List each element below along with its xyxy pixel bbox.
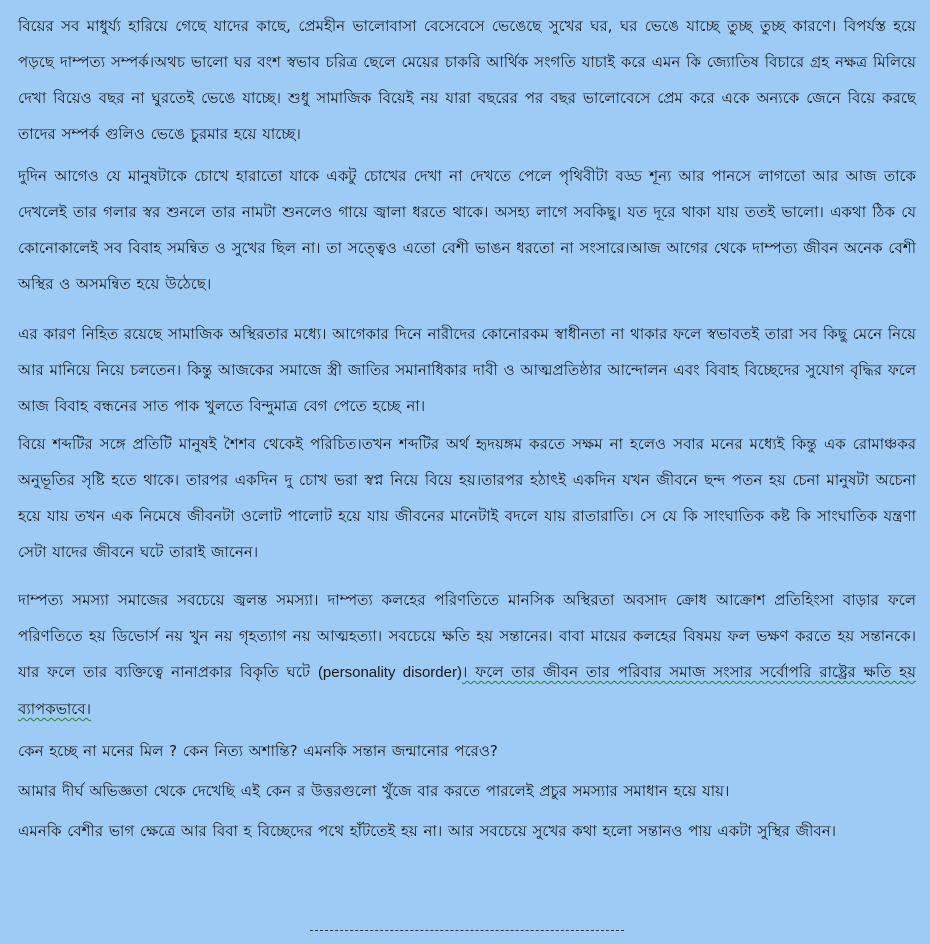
- paragraph-2: দুদিন আগেও যে মানুষটাকে চোখে হারাতো যাকে একটু চোখের দেখা না দেখতে পেলে পৃথিবীটা বড্ড শূন্য আর পানসে লাগতো আর আজ তাকে দেখলেই তার গলার স্বর শুনলে তার নামটা শুনলেও গায়ে জ্বালা ধরতে থাকে। অসহ্য লাগে সবকিছু। যত দূরে থাকা যায় ততই ভালো। একথা ঠিক যে কোনোকালেই সব বিবাহ সমন্বিত ও সুখের ছিল না। তা সত্ত্বেও এতো বেশী ভাঙন ধরতো না সংসারে।আজ আগের থেকে দাম্পত্য জীবন অনেক বেশী অস্থির ও অসমন্বিত হয়ে উঠেছে।: [18, 167, 916, 293]
- paragraph-1: বিয়ের সব মাধুর্য্য হারিয়ে গেছে যাদের কাছে, প্রেমহীন ভালোবাসা বেসেবেসে ভেঙেছে সুখের ঘর, ঘর ভেঙে যাচ্ছে তুচ্ছ তুচ্ছ কারণে। বিপর্যস্ত হয়ে পড়ছে দাম্পত্য সম্পর্ক।অথচ ভালো ঘর বংশ স্বভাব চরিত্র ছেলে মেয়ের চাকরি আর্থিক সংগতি যাচাই করে এমন কি জ্যোতিষ বিচারে গ্রহ নক্ষত্র মিলিয়ে দেখা বিয়েও বছর না ঘুরতেই ভেঙে যাচ্ছে। শুধু সামাজিক বিয়েই নয় যারা বছরের পর বছর ভালোবেসে প্রেম করে একে অন্যকে জেনে বিয়ে করছে তাদের সম্পর্ক গুলিও ভেঙে চুরমার হয়ে যাচ্ছে।: [18, 17, 916, 143]
- paragraph-7: আমার দীর্ঘ অভিজ্ঞতা থেকে দেখেছি এই কেন র উত্তরগুলো খুঁজে বার করতে পারলেই প্রচুর সমস্যার সমাধান হয়ে যায়।: [18, 782, 730, 800]
- paragraph-4: বিয়ে শব্দটির সঙ্গে প্রতিটি মানুষই শৈশব থেকেই পরিচিত।তখন শব্দটির অর্থ হৃদয়ঙ্গম করতে সক্ষম না হলেও সবার মনের মধ্যেই কিন্তু এক রোমাঞ্চকর অনুভূতির সৃষ্টি হতে থাকে। তারপর একদিন দু চোখ ভরা স্বপ্ন নিয়ে বিয়ে হয়।তারপর হঠাৎই একদিন যখন জীবনে ছন্দ পতন হয় চেনা মানুষটা অচেনা হয়ে যায় তখন এক নিমেষে জীবনটা ওলোট পালোট হয়ে যায় জীবনের মানেটাই বদলে যায় রাতারাতি। সে যে কি সাংঘাতিক কষ্ট কি সাংঘাতিক যন্ত্রণা সেটা যাদের জীবনে ঘটে তারাই জানেন।: [18, 435, 916, 561]
- dashed-divider: [310, 930, 624, 931]
- spellcheck-underlined-text: । ফলে তার জীবন তার পরিবার সমাজ সংসার সর্বোপরি রাষ্ট্রের ক্ষতি হয় ব্যাপকভাবে।: [18, 663, 916, 718]
- paragraph-5: [18, 582, 916, 727]
- paragraph-8: এমনকি বেশীর ভাগ ক্ষেত্রে আর বিবা হ বিচ্ছেদের পথে হাঁটতেই হয় না। আর সবচেয়ে সুখের কথা হলো সন্তানও পায় একটা সুস্থির জীবন।: [18, 822, 837, 840]
- paragraph-6-question: কেন হচ্ছে না মনের মিল ? কেন নিত্য অশান্তি? এমনকি সন্তান জন্মানোর পরেও?: [18, 742, 498, 760]
- paragraph-3: এর কারণ নিহিত রয়েছে সামাজিক অস্থিরতার মধ্যে। আগেকার দিনে নারীদের কোনোরকম স্বাধীনতা না থাকার ফলে স্বভাবতই তারা সব কিছু মেনে নিয়ে আর মানিয়ে নিয়ে চলতেন। কিন্তু আজকের সমাজে স্ত্রী জাতির সমানাধিকার দাবী ও আত্মপ্রতিষ্ঠার আন্দোলন এবং বিবাহ বিচ্ছেদের সুযোগ বৃদ্ধির ফলে আজ বিবাহ বন্ধনের সাত পাক খুলতে বিন্দুমাত্র বেগ পেতে হচ্ছে না।: [18, 325, 916, 415]
- paragraph-5-text-before: দাম্পত্য সমস্যা সমাজের সবচেয়ে জ্বলন্ত সমস্যা। দাম্পত্য কলহের পরিণতিতে মানসিক অস্থিরতা অবসাদ ক্রোধ আক্রোশ প্রতিহিংসা বাড়ার ফলে পরিণতিতে হয় ডিভোর্স নয় খুন নয় গৃহত্যাগ নয় আত্মহত্যা। সবচেয়ে ক্ষতি হয় সন্তানের। বাবা মায়ের কলহের বিষময় ফল ভক্ষণ করতে হয় সন্তানকে। যার ফলে তার ব্যক্তিত্বে নানাপ্রকার বিকৃতি ঘটে: [18, 591, 916, 681]
- paragraph-5-english-term: (personality disorder): [317, 664, 462, 681]
